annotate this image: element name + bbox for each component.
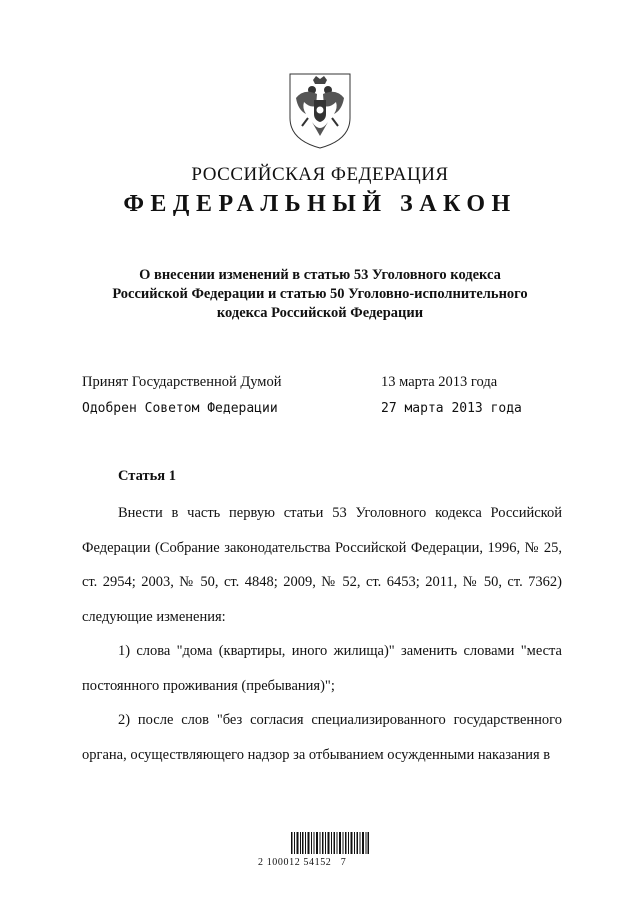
country-name: РОССИЙСКАЯ ФЕДЕРАЦИЯ xyxy=(191,164,449,185)
article-paragraph: Внести в часть первую статьи 53 Уголовного кодекса Российской Федерации (Собрание законодательства Российской Федерации, 1996, № 25, ст. 2954; 2003, № 50, ст. 4848; 2009, № 52, ст. 6453; 2011, № 50, ст. 7362) следующие изменения: xyxy=(82,505,562,625)
duma-label: Принят Государственной Думой xyxy=(82,374,282,390)
subject-line: Российской Федерации и статью 50 Уголовно-исполнительного xyxy=(112,286,528,302)
law-type-title: ФЕДЕРАЛЬНЫЙ ЗАКОН xyxy=(123,191,517,217)
council-date: 27 марта 2013 года xyxy=(381,401,522,416)
russian-coat-of-arms-icon xyxy=(286,70,354,150)
barcode-icon xyxy=(291,832,369,854)
duma-date: 13 марта 2013 года xyxy=(381,374,498,390)
article-paragraph: 1) слова "дома (квартиры, иного жилища)" заменить словами "места постоянного проживания (пребывания)"; xyxy=(82,643,562,694)
subject-line: О внесении изменений в статью 53 Уголовного кодекса xyxy=(139,267,501,283)
article-paragraph: 2) после слов "без согласия специализированного государственного органа, осуществляющего надзор за отбыванием осужденными наказания в xyxy=(82,712,562,763)
law-subject xyxy=(90,266,550,323)
council-label: Одобрен Советом Федерации xyxy=(82,401,278,416)
subject-line: кодекса Российской Федерации xyxy=(216,305,424,321)
barcode-number: 2 100012 54152 7 xyxy=(258,857,347,868)
article-heading: Статья 1 xyxy=(118,468,176,484)
